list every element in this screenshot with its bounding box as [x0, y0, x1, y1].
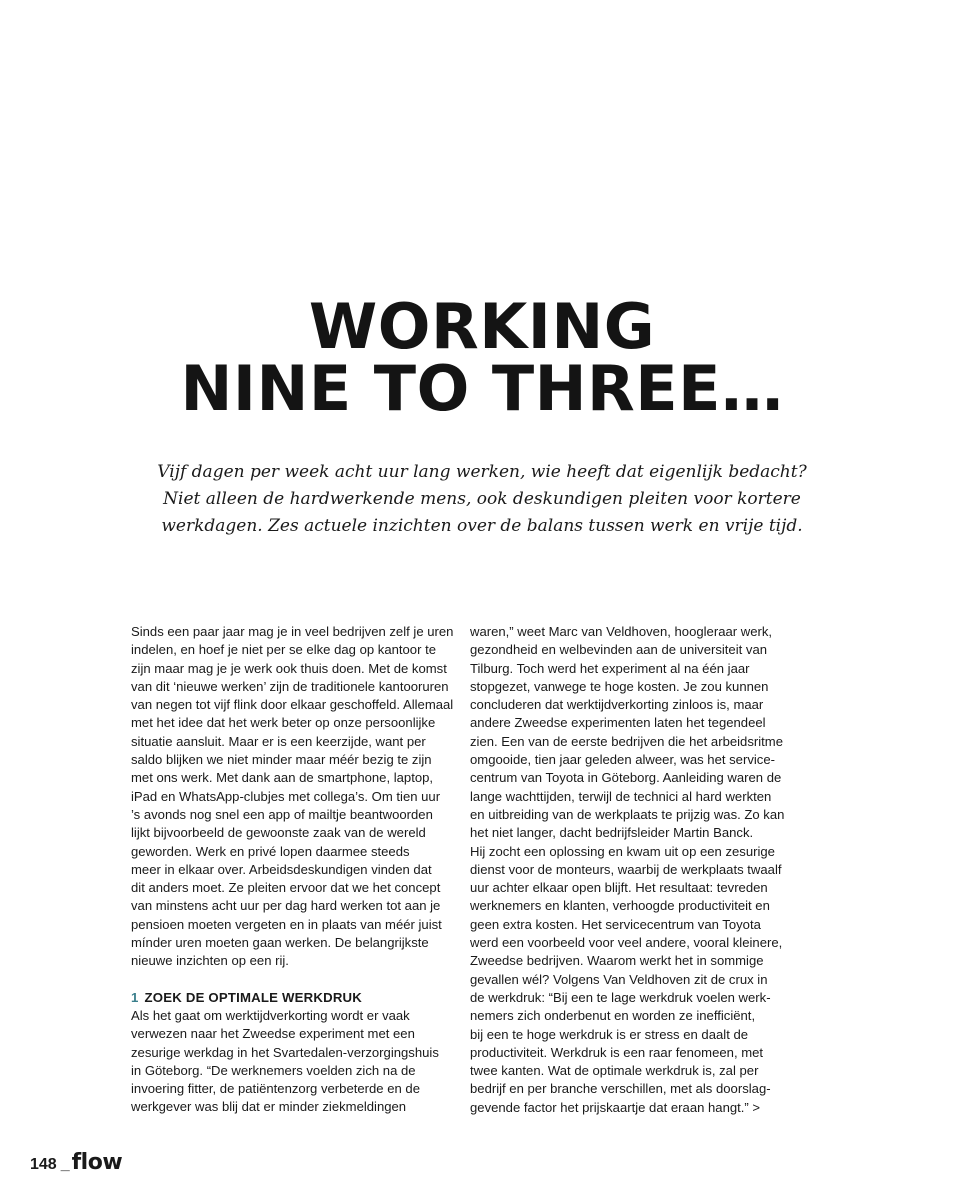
right-paragraph-1 [470, 623, 796, 843]
text-line: in Göteborg. “De werknemers voelden zich na de [131, 1062, 416, 1078]
text-line: van minstens acht uur per dag hard werken tot aan je [131, 898, 441, 914]
magazine-logo: flow [71, 1150, 123, 1175]
text-line: dienst voor de monteurs, waarbij de werkplaats twaalf [470, 861, 782, 877]
text-line: Tilburg. Toch werd het experiment al na één jaar [470, 660, 750, 676]
article-intro [150, 459, 814, 540]
text-line: dit anders moet. Ze pleiten ervoor dat we het concept [131, 880, 441, 896]
right-column [470, 623, 796, 1117]
text-line: stopgezet, vanwege te hoge kosten. Je zou kunnen [470, 678, 769, 694]
text-line: nemers zich onderbenut en worden ze inefficiënt, [470, 1008, 756, 1024]
text-line: werd een voorbeeld voor veel andere, vooral kleinere, [470, 935, 783, 951]
text-line: ’s avonds nog snel een app of mailtje beantwoorden [131, 806, 433, 822]
text-line: verwezen naar het Zweedse experiment met een [131, 1026, 415, 1042]
text-line: Hij zocht een oplossing en kwam uit op een zesurige [470, 843, 775, 859]
text-line: Sinds een paar jaar mag je in veel bedrijven zelf je uren [131, 624, 454, 639]
text-line: centrum van Toyota in Göteborg. Aanleiding waren de [470, 770, 782, 786]
text-line: gezondheid en welbevinden aan de universiteit van [470, 642, 768, 658]
section-heading-text: ZOEK DE OPTIMALE WERKDRUK [144, 989, 363, 1005]
text-line: productiviteit. Werkdruk is een raar fenomeen, met [470, 1044, 764, 1060]
section-1-body [131, 1007, 457, 1117]
intro-line: werkdagen. Zes actuele inzichten over de balans tussen werk en vrije tijd. [161, 516, 803, 536]
page-number: 148 [30, 1156, 57, 1173]
text-line: situatie aansluit. Maar er is een keerzijde, want per [131, 733, 426, 749]
article-title [0, 290, 964, 425]
text-line: nieuwe inzichten op een rij. [131, 953, 289, 969]
text-line: bedrijf en per branche verschillen, met als doorslag- [470, 1081, 771, 1097]
left-paragraph-1 [131, 623, 457, 971]
text-line: lijkt bijvoorbeeld de gewoonste zaak van de wereld [131, 825, 426, 841]
text-line: geworden. Werk en privé lopen daarmee steeds [131, 843, 410, 859]
text-line: met het idee dat het werk beter op onze persoonlijke [131, 715, 436, 731]
text-line: andere Zweedse experimenten laten het tegendeel [470, 715, 766, 731]
text-line: omgooide, tien jaar geleden alweer, was het service- [470, 752, 775, 768]
text-line: zesurige werkdag in het Svartedalen-verzorgingshuis [131, 1044, 439, 1060]
text-line: gevallen wél? Volgens Van Veldhoven zit de crux in [470, 971, 768, 987]
text-line: geen extra kosten. Het servicecentrum van Toyota [470, 916, 761, 932]
text-line: iPad en WhatsApp-clubjes met collega’s. Om tien uur [131, 788, 441, 804]
text-line: lange wachttijden, terwijl de technici al hard werkten [470, 788, 772, 804]
text-line: werkgever was blij dat er minder ziekmeldingen [131, 1099, 407, 1115]
text-line: het niet langer, dacht bedrijfsleider Martin Banck. [470, 825, 754, 841]
text-line: de werkdruk: “Bij een te lage werkdruk voelen werk- [470, 989, 771, 1005]
text-line: mínder uren moeten gaan werken. De belangrijkste [131, 935, 429, 951]
page-footer [30, 1150, 122, 1175]
text-line: van dit ‘nieuwe werken’ zijn de traditionele kantooruren [131, 678, 449, 694]
text-line: gevende factor het prijskaartje dat eraan hangt.” > [470, 1099, 761, 1115]
text-line: met ons werk. Met dank aan de smartphone, laptop, [131, 770, 434, 786]
text-line: zien. Een van de eerste bedrijven die het arbeidsritme [470, 733, 783, 749]
footer-separator: _ [60, 1156, 70, 1173]
text-line: werknemers en klanten, verhoogde productiviteit en [470, 898, 770, 914]
text-line: twee kanten. Wat de optimale werkdruk is, zal per [470, 1063, 759, 1079]
text-line: Als het gaat om werktijdverkorting wordt er vaak [131, 1007, 410, 1023]
right-paragraph-2 [470, 843, 796, 1117]
text-line: waren,” weet Marc van Veldhoven, hoogleraar werk, [470, 624, 773, 639]
title-line-2: NINE TO THREE… [180, 352, 784, 425]
text-line: saldo blijken we niet minder maar méér bezig te zijn [131, 752, 432, 768]
text-line: invoering fitter, de patiëntenzorg verbeterde en de [131, 1081, 420, 1097]
text-line: uur achter elkaar open blijft. Het resultaat: tevreden [470, 880, 768, 896]
text-line: en uitbreiding van de werkplaats te prijzig was. Zo kan [470, 806, 785, 822]
text-line: zijn maar mag je je werk ook thuis doen. Met de komst [131, 660, 447, 676]
text-line: Zweedse bedrijven. Waarom werkt het in sommige [470, 953, 764, 969]
text-line: indelen, en hoef je niet per se elke dag op kantoor te [131, 642, 437, 658]
text-line: meer in elkaar over. Arbeidsdeskundigen vinden dat [131, 861, 432, 877]
intro-line: Vijf dagen per week acht uur lang werken, wie heeft dat eigenlijk bedacht? [157, 462, 807, 482]
text-line: pensioen moeten vergeten en in plaats van méér juist [131, 916, 442, 932]
title-line-1: WORKING [308, 290, 656, 363]
text-line: bij een te hoge werkdruk is er stress en daalt de [470, 1026, 749, 1042]
text-line: concluderen dat werktijdverkorting zinloos is, maar [470, 697, 764, 713]
section-heading [131, 989, 457, 1007]
section-number: 1 [131, 989, 139, 1005]
left-column [131, 623, 457, 1117]
text-line: van negen tot vijf flink door elkaar geschoffeld. Allemaal [131, 697, 454, 713]
intro-line: Niet alleen de hardwerkende mens, ook deskundigen pleiten voor kortere [163, 489, 801, 509]
